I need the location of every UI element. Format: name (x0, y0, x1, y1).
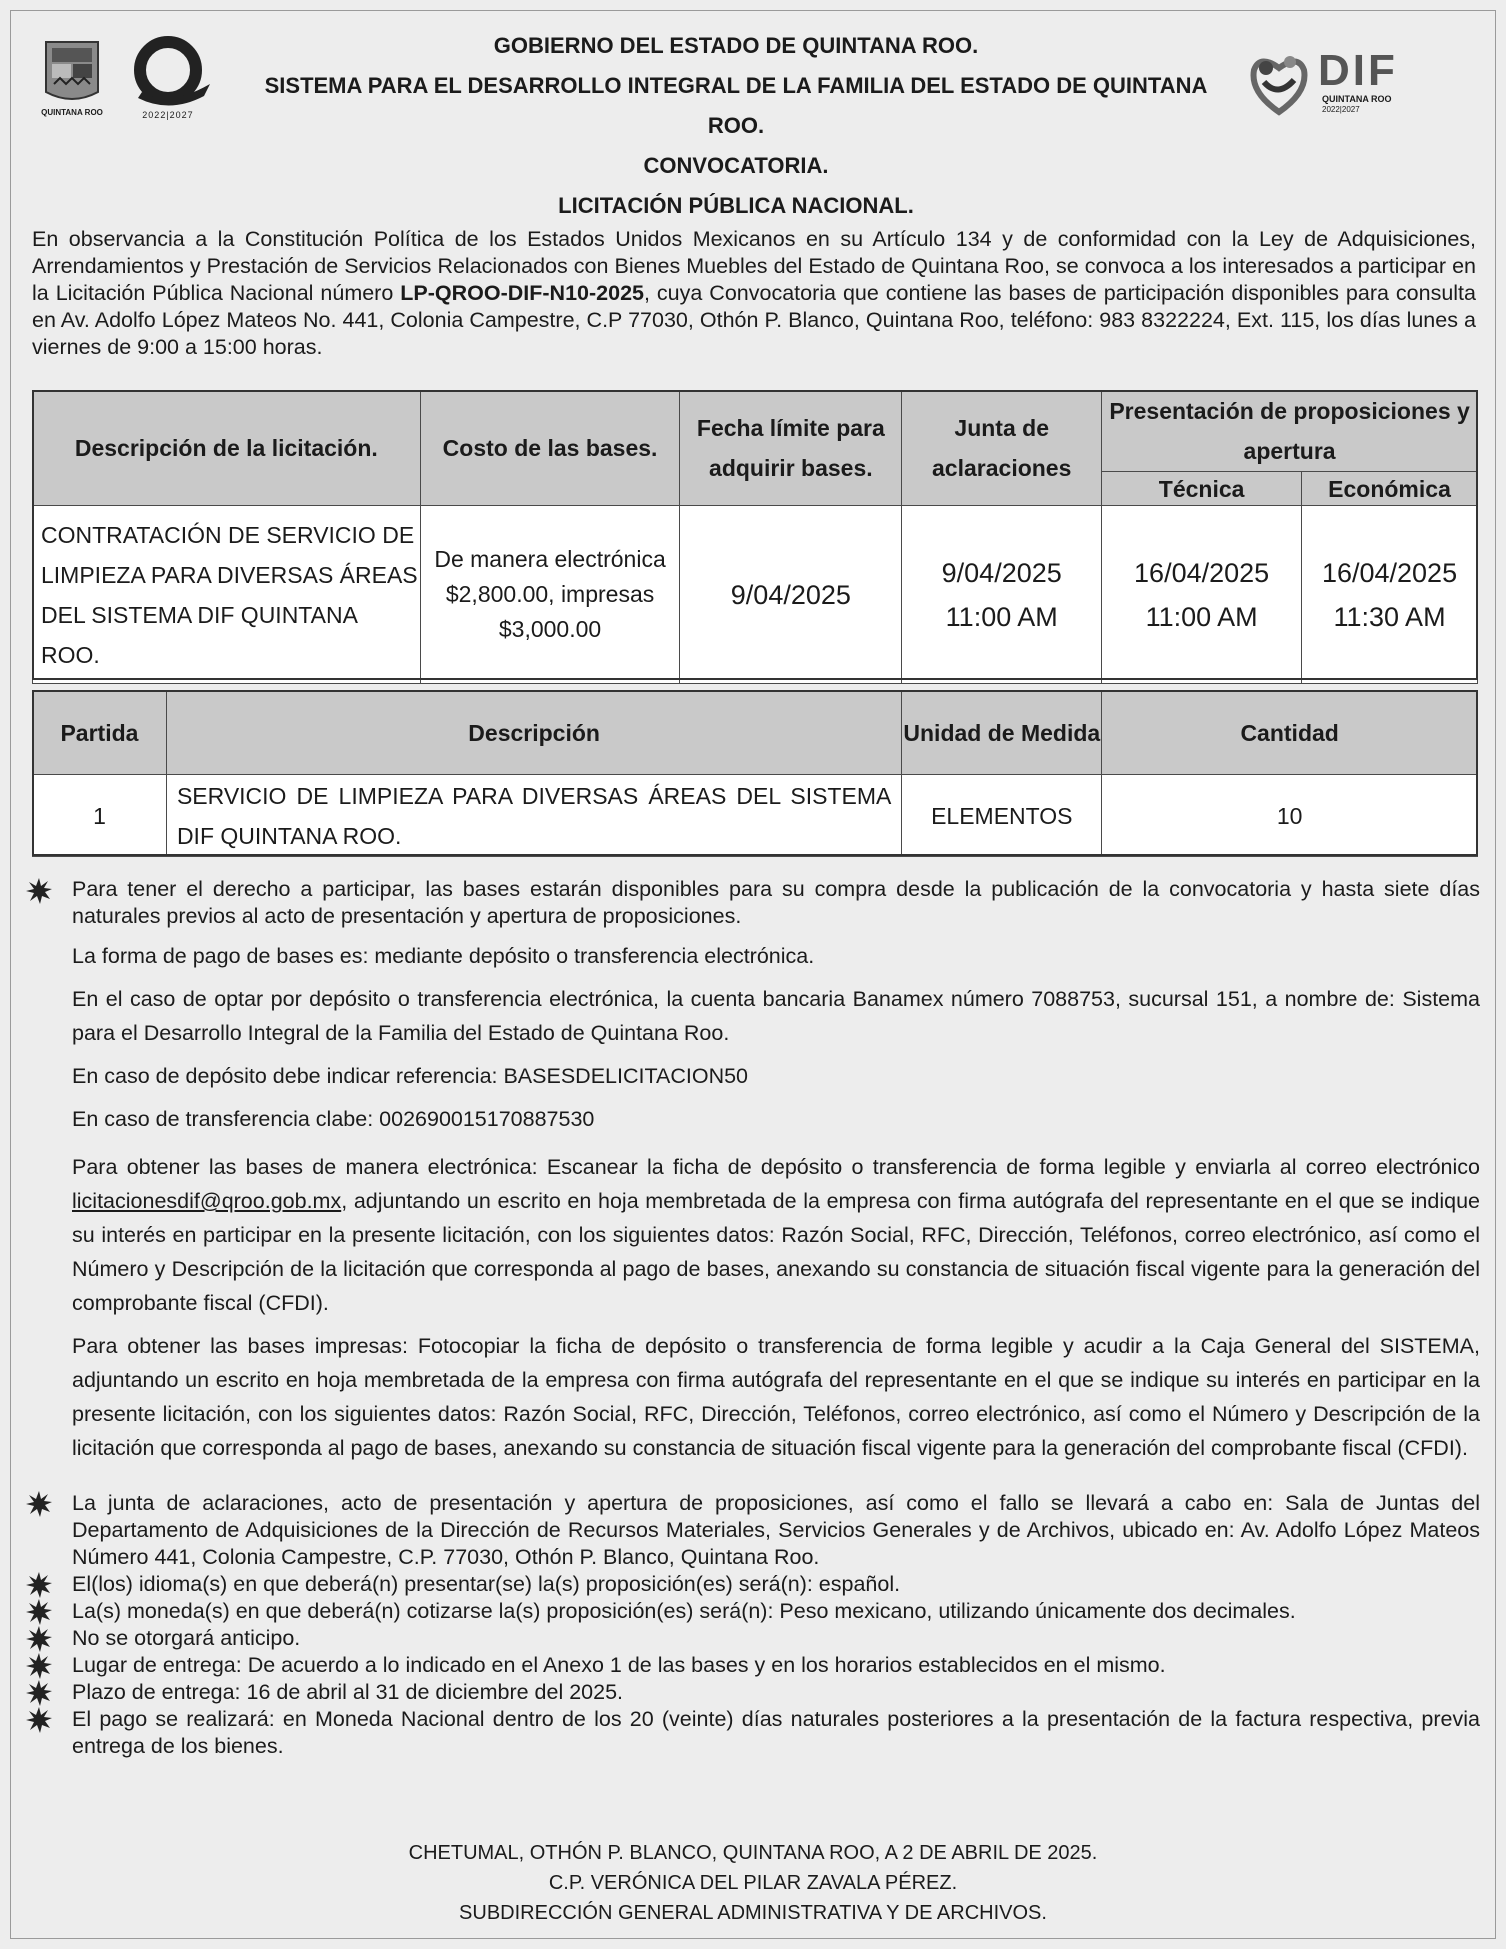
bullet-text: Lugar de entrega: De acuerdo a lo indicado en el Anexo 1 de las bases y en los horarios establecidos en el mismo. (72, 1653, 1166, 1677)
header-tecnica: Técnica (1102, 472, 1302, 506)
burst-bullet-icon (26, 1572, 52, 1598)
list-item (72, 1706, 1480, 1760)
burst-bullet-icon (26, 1626, 52, 1652)
cell-descripcion-partida: SERVICIO DE LIMPIEZA PARA DIVERSAS ÁREAS DEL SISTEMA DIF QUINTANA ROO. (166, 775, 901, 857)
bullet-text: No se otorgará anticipo. (72, 1626, 301, 1650)
dif-logo-text: DIF (1318, 46, 1398, 95)
bases-impresas: Para obtener las bases impresas: Fotocopiar la ficha de depósito o transferencia de forma legible y acudir a la Caja General del SISTEMA, adjuntando un escrito en hoja membretada de la empresa con firma autógrafa del representante en el que se indique su interés en participar en la presente licitación, con los siguientes datos: Razón Social, RFC, Dirección, Teléfonos, correo electrónico, así como el Número y Descripción de la licitación que corresponda al pago de bases, anexando su constancia de situación fiscal vigente para la generación del comprobante fiscal (CFDI). (72, 1334, 1480, 1460)
junta-hora: 11:00 AM (945, 601, 1058, 632)
cell-fecha-limite: 9/04/2025 (680, 506, 902, 684)
bullet-text: El(los) idioma(s) en que deberá(n) presentar(se) la(s) proposición(es) será(n): español. (72, 1572, 901, 1596)
tecnica-fecha: 16/04/2025 (1134, 557, 1270, 588)
place-date: CHETUMAL, OTHÓN P. BLANCO, QUINTANA ROO, A 2 DE ABRIL DE 2025. (408, 1842, 1098, 1864)
table2-border (32, 690, 1478, 856)
bullet-text: La(s) moneda(s) en que deberá(n) cotizarse la(s) proposición(es) será(n): Peso mexicano, utilizando únicamente dos decimales. (72, 1599, 1296, 1623)
junta-fecha: 9/04/2025 (941, 557, 1062, 588)
bases-section (72, 876, 1480, 1474)
dif-logo-years: 2022|2027 (1322, 105, 1360, 114)
heading-system: SISTEMA PARA EL DESARROLLO INTEGRAL DE LA FAMILIA DEL ESTADO DE QUINTANA ROO. (264, 73, 1208, 138)
burst-bullet-icon (26, 1599, 52, 1625)
electronica-text-after: , adjuntando un escrito en hoja membretada de la empresa con firma autógrafa del representante en el que se indique su interés en participar en la presente licitación, con los siguientes datos: Razón Social, RFC, Dirección, Teléfonos, correo electrónico, así como el Número y Descripción de la licitación que corresponda al pago de bases, anexando su constancia de situación fiscal vigente para la generación del comprobante fiscal (CFDI). (72, 1189, 1480, 1315)
bullet-text: El pago se realizará: en Moneda Nacional dentro de los 20 (veinte) días naturales posteriores a la presentación de la factura respectiva, previa entrega de los bienes. (72, 1707, 1480, 1758)
licitacion-number: LP-QROO-DIF-N10-2025 (400, 281, 644, 305)
header-partida: Partida (33, 691, 167, 775)
burst-bullet-icon (26, 1653, 52, 1679)
header-descripcion-partida: Descripción (166, 691, 901, 775)
header-junta: Junta de aclaraciones (902, 391, 1102, 506)
economica-fecha: 16/04/2025 (1321, 557, 1458, 588)
burst-bullet-icon (26, 1491, 52, 1517)
header-fecha-limite: Fecha límite para adquirir bases. (680, 391, 902, 506)
signature-block (0, 1838, 1506, 1928)
signer-name: C.P. VERÓNICA DEL PILAR ZAVALA PÉREZ. (548, 1872, 958, 1894)
list-item (72, 1652, 1480, 1679)
header-descripcion: Descripción de la licitación. (33, 391, 421, 506)
heading-government: GOBIERNO DEL ESTADO DE QUINTANA ROO. (493, 33, 979, 58)
document-heading (236, 26, 1236, 226)
bases-electronica (72, 1150, 1480, 1320)
list-item (72, 1625, 1480, 1652)
dif-logo (1244, 46, 1424, 124)
economica-hora: 11:30 AM (1333, 601, 1446, 632)
tecnica-hora: 11:00 AM (1145, 601, 1258, 632)
header-presentacion: Presentación de proposiciones y apertura (1102, 391, 1478, 472)
contact-email-link[interactable]: licitacionesdif@qroo.gob.mx (72, 1189, 342, 1213)
payment-details (72, 939, 1480, 1136)
burst-bullet-icon (26, 1707, 52, 1733)
deposit-reference: En caso de depósito debe indicar referencia: BASESDELICITACION50 (72, 1064, 749, 1088)
heading-convocatoria: CONVOCATORIA. (643, 153, 829, 178)
heading-licitacion: LICITACIÓN PÚBLICA NACIONAL. (558, 193, 914, 218)
conditions-list (72, 1490, 1480, 1760)
state-coat-of-arms-logo (36, 34, 108, 124)
cell-partida: 1 (33, 775, 167, 857)
header-costo: Costo de las bases. (420, 391, 680, 506)
list-item (72, 1490, 1480, 1571)
bullet-text: La junta de aclaraciones, acto de presentación y apertura de proposiciones, así como el fallo se llevará a cabo en: Sala de Juntas del Departamento de Adquisiciones de la Dirección de Recursos Materiales, Servicios Generales y de Archivos, ubicado en: Av. Adolfo López Mateos Número 441, Colonia Campestre, C.P. 77030, Othón P. Blanco, Quintana Roo. (72, 1491, 1480, 1569)
payment-method: La forma de pago de bases es: mediante depósito o transferencia electrónica. (72, 944, 815, 968)
burst-bullet-icon (26, 878, 52, 904)
list-item (72, 1679, 1480, 1706)
cell-costo: De manera electrónica $2,800.00, impresas $3,000.00 (420, 506, 680, 684)
cell-descripcion: CONTRATACIÓN DE SERVICIO DE LIMPIEZA PARA DIVERSAS ÁREAS DEL SISTEMA DIF QUINTANA ROO. (33, 506, 421, 684)
intro-text-after: , cuya Convocatoria que contiene las bases de participación disponibles para consulta en Av. Adolfo López Mateos No. 441, Colonia Campestre, C.P 77030, Othón P. Blanco, Quintana Roo, teléfono: 983 8322224, Ext. 115, los días lunes a viernes de 9:00 a 15:00 horas. (32, 281, 1476, 359)
signer-department: SUBDIRECCIÓN GENERAL ADMINISTRATIVA Y DE ARCHIVOS. (459, 1902, 1047, 1924)
bases-availability: Para tener el derecho a participar, las bases estarán disponibles para su compra desde la publicación de la convocatoria y hasta siete días naturales previos al acto de presentación y apertura de proposiciones. (72, 877, 1480, 928)
logo-q-caption: 2022|2027 (142, 110, 194, 120)
header-economica: Económica (1302, 472, 1478, 506)
list-item (72, 1571, 1480, 1598)
electronica-text-before: Para obtener las bases de manera electrónica: Escanear la ficha de depósito o transferencia de forma legible y enviarla al correo electrónico (72, 1155, 1480, 1179)
table1-border (32, 390, 1478, 680)
header-cantidad: Cantidad (1102, 691, 1478, 775)
list-item (72, 1598, 1480, 1625)
cell-unidad: ELEMENTOS (902, 775, 1102, 857)
transfer-clabe: En caso de transferencia clabe: 002690015170887530 (72, 1107, 595, 1131)
intro-text-before: En observancia a la Constitución Política de los Estados Unidos Mexicanos en su Artículo 134 y de conformidad con la Ley de Adquisiciones, Arrendamientos y Prestación de Servicios Relacionados con Bienes Muebles del Estado de Quintana Roo, se convoca a los interesados a participar en la Licitación Pública Nacional número (32, 227, 1476, 305)
government-q-logo (120, 34, 216, 124)
bank-account: En el caso de optar por depósito o transferencia electrónica, la cuenta bancaria Banamex número 7088753, sucursal 151, a nombre de: Sistema para el Desarrollo Integral de la Familia del Estado de Quintana Roo. (72, 987, 1480, 1045)
dif-logo-caption: QUINTANA ROO (1322, 94, 1392, 104)
cell-cantidad: 10 (1102, 775, 1478, 857)
burst-bullet-icon (26, 1680, 52, 1706)
logo-left-caption: QUINTANA ROO (41, 108, 103, 117)
header-unidad: Unidad de Medida (902, 691, 1102, 775)
bullet-text: Plazo de entrega: 16 de abril al 31 de diciembre del 2025. (72, 1680, 624, 1704)
intro-paragraph (32, 226, 1476, 361)
